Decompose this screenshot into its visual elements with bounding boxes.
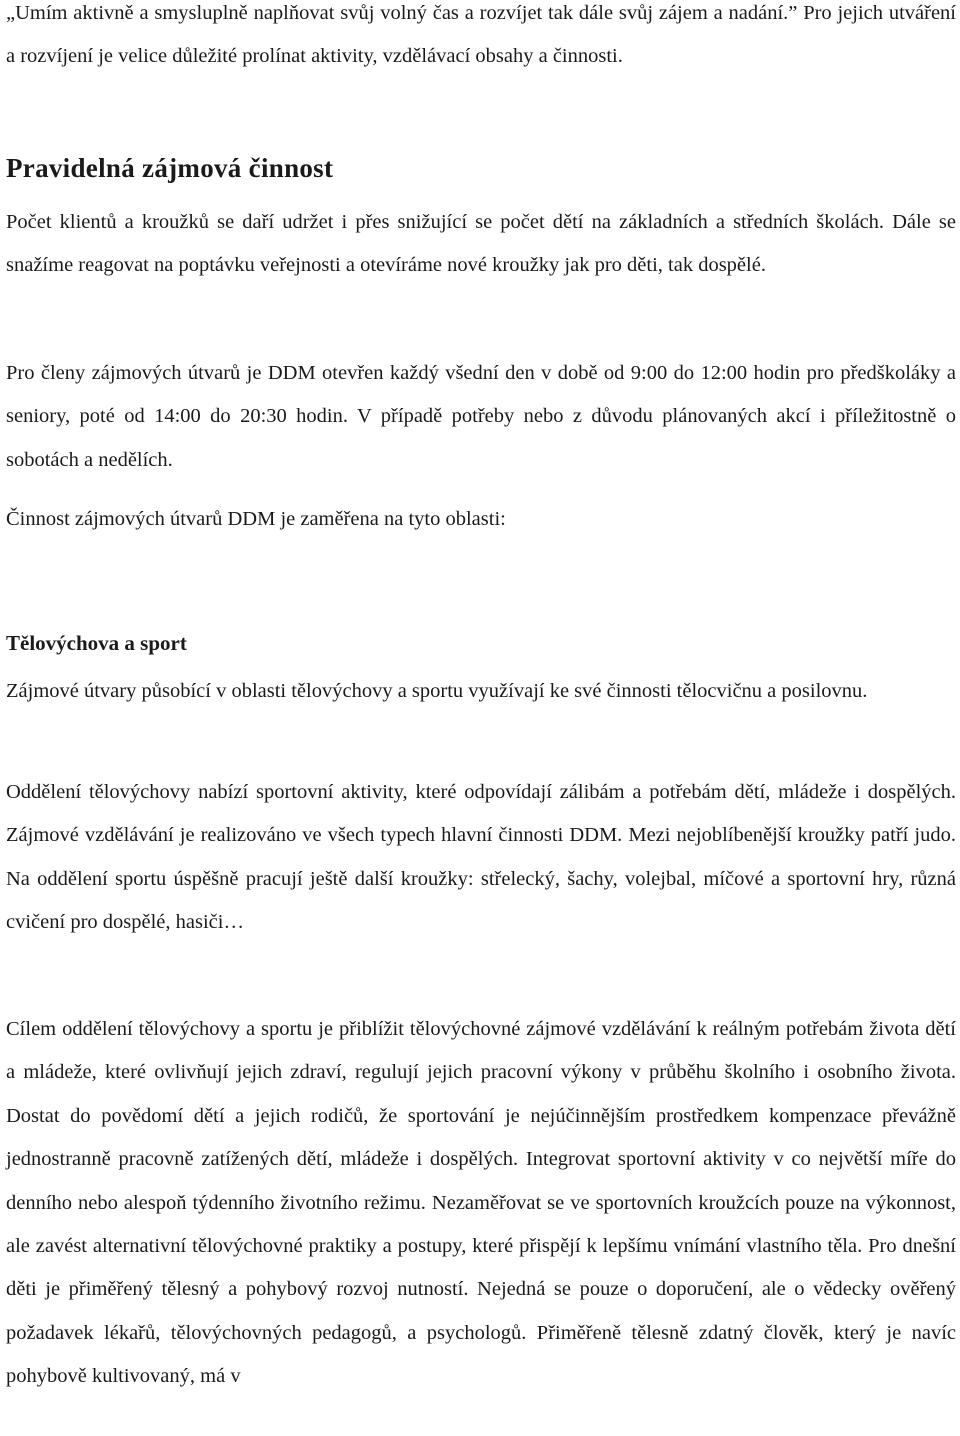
section-heading-telovychova-a-sport: Tělovýchova a sport	[6, 631, 187, 655]
paragraph-klienti-krouzky: Počet klientů a kroužků se daří udržet i přes snižující se počet dětí na základních a středních školách. Dále se snažíme reagovat na poptávku veřejnosti a otevíráme nové kroužky jak pro děti, tak dospělé.	[6, 211, 956, 277]
section-heading-pravidelna-zajmova-cinnost: Pravidelná zájmová činnost	[6, 153, 334, 183]
paragraph-oddeleni-telovychovy: Oddělení tělovýchovy nabízí sportovní aktivity, které odpovídají zálibám a potřebám dětí, mládeže i dospělých. Zájmové vzdělávání je realizováno ve všech typech hlavní činnosti DDM. Mezi nejoblíbenější kroužky patří judo. Na oddělení sportu úspěšně pracují ještě další kroužky: střelecký, šachy, volejbal, míčové a sportovní hry, různá cvičení pro dospělé, hasiči…	[6, 781, 956, 934]
paragraph-cil-oddeleni: Cílem oddělení tělovýchovy a sportu je přiblížit tělovýchovné zájmové vzdělávání k reálným potřebám života dětí a mládeže, které ovlivňují jejich zdraví, regulují jejich pracovní výkony v průběhu školního i osobního života. Dostat do povědomí dětí a jejich rodičů, že sportování je nejúčinnějším prostředkem kompenzace převážně jednostranně pracovně zatížených dětí, mládeže i dospělých. Integrovat sportovní aktivity v co největší míře do denního nebo alespoň týdenního životního režimu. Nezaměřovat se ve sportovních kroužcích pouze na výkonnost, ale zavést alternativní tělovýchovné praktiky a postupy, které přispějí k lepšímu vnímání vlastního těla. Pro dnešní děti je přiměřený tělesný a pohybový rozvoj nutností. Nejedná se pouze o doporučení, ale o vědecky ověřený požadavek lékařů, tělovýchovných pedagogů, a psychologů. Přiměřeně tělesně zdatný člověk, který je navíc pohybově kultivovaný, má v	[6, 1018, 956, 1388]
intro-paragraph: „Umím aktivně a smysluplně naplňovat svůj volný čas a rozvíjet tak dále svůj zájem a nadání.” Pro jejich utváření a rozvíjení je velice důležité prolínat aktivity, vzdělávací obsahy a činnosti.	[6, 2, 956, 68]
paragraph-oblasti-cinnosti: Činnost zájmových útvarů DDM je zaměřena na tyto oblasti:	[6, 508, 506, 530]
paragraph-telocvicna-posilovna: Zájmové útvary působící v oblasti tělovýchovy a sportu využívají ke své činnosti tělocvičnu a posilovnu.	[6, 680, 868, 702]
paragraph-oteviraci-doba: Pro členy zájmových útvarů je DDM otevřen každý všední den v době od 9:00 do 12:00 hodin pro předškoláky a seniory, poté od 14:00 do 20:30 hodin. V případě potřeby nebo z důvodu plánovaných akcí i příležitostně o sobotách a nedělích.	[6, 362, 956, 471]
